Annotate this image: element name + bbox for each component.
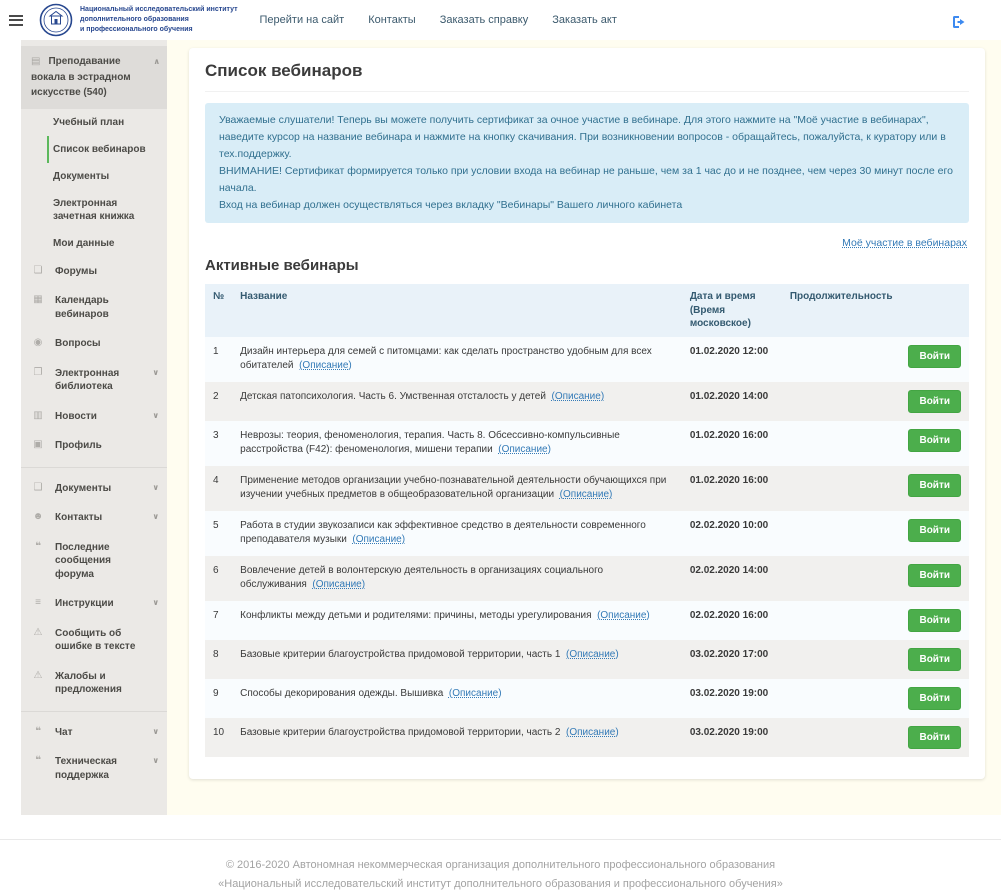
join-button[interactable]: Войти [908, 564, 961, 587]
webinar-datetime: 01.02.2020 16:00 [682, 466, 782, 511]
sidebar-item-label: Профиль [55, 439, 149, 453]
logo-text [80, 5, 238, 35]
course-icon: ▤ [31, 56, 40, 67]
webinar-row [205, 421, 969, 466]
webinar-duration [782, 640, 901, 679]
join-button[interactable]: Войти [908, 519, 961, 542]
sidebar-item-label: Последние сообщения форума [55, 541, 149, 582]
webinar-duration [782, 466, 901, 511]
webinar-actions [900, 511, 969, 556]
webinar-title[interactable]: Конфликты между детьми и родителями: причины, методы урегулирования [240, 610, 591, 621]
chevron-down-icon: ∨ [153, 727, 160, 736]
webinar-title[interactable]: Детская патопсихология. Часть 6. Умственная отсталость у детей [240, 391, 546, 402]
join-button[interactable]: Войти [908, 687, 961, 710]
menu-icon[interactable] [9, 15, 23, 26]
header-nav [260, 14, 617, 26]
webinar-row [205, 382, 969, 421]
sidebar-item-label: Жалобы и предложения [55, 670, 149, 697]
webinar-actions [900, 382, 969, 421]
sidebar-item-label: Чат [55, 726, 149, 740]
description-link[interactable]: (Описание) [566, 727, 619, 738]
sidebar-menu-group [21, 257, 167, 461]
webinar-row [205, 601, 969, 640]
sidebar-menu-group [21, 718, 167, 791]
notice-line: ВНИМАНИЕ! Сертификат формируется только при условии входа на вебинар не раньше, чем за 1 час до и не позднее, чем через 30 минут после его начала. [219, 163, 955, 197]
participation-link-row [207, 233, 967, 251]
sidebar-subitem-label: Электронная зачетная книжка [53, 198, 134, 222]
webinar-row [205, 640, 969, 679]
sidebar-item[interactable] [21, 747, 167, 790]
active-webinars-title: Активные вебинары [205, 257, 969, 274]
page-footer [0, 839, 1001, 894]
chevron-down-icon: ∨ [153, 411, 160, 420]
sidebar-item-label: Инструкции [55, 597, 149, 611]
webinar-duration [782, 718, 901, 757]
header-nav-link[interactable]: Перейти на сайт [260, 14, 345, 26]
complaint-icon: ⚠ [31, 670, 45, 681]
webinar-title-cell [232, 601, 682, 640]
join-button[interactable]: Войти [908, 726, 961, 749]
webinar-duration [782, 421, 901, 466]
sidebar-item[interactable] [21, 329, 167, 359]
webinar-datetime: 02.02.2020 10:00 [682, 511, 782, 556]
webinar-title-cell [232, 466, 682, 511]
sidebar-item[interactable] [21, 474, 167, 504]
course-section-label: Преподавание вокала в эстрадном искусстве (540) [31, 56, 131, 98]
sidebar [21, 40, 167, 815]
webinar-title[interactable]: Базовые критерии благоустройства придомовой территории, часть 1 [240, 649, 560, 660]
news-icon: ▥ [31, 410, 45, 421]
sidebar-course-section[interactable] [21, 46, 167, 109]
chevron-down-icon: ∨ [153, 368, 160, 377]
profile-icon: ▣ [31, 439, 45, 450]
top-header [0, 0, 1001, 40]
column-header-actions [900, 284, 969, 337]
webinar-title[interactable]: Базовые критерии благоустройства придомовой территории, часть 2 [240, 727, 560, 738]
calendar-icon: ▦ [31, 294, 45, 305]
webinar-duration [782, 679, 901, 718]
sidebar-item-label: Вопросы [55, 337, 149, 351]
question-icon: ◉ [31, 337, 45, 348]
my-participation-link[interactable]: Моё участие в вебинарах [842, 237, 967, 249]
sidebar-subitem-label: Список вебинаров [53, 144, 146, 155]
webinar-actions [900, 337, 969, 382]
chevron-down-icon: ∨ [153, 598, 160, 607]
sidebar-subitem[interactable] [21, 190, 167, 230]
sidebar-subitem[interactable] [21, 163, 167, 190]
chat-icon: ❝ [31, 726, 45, 737]
webinar-title-cell [232, 679, 682, 718]
webinars-table-head [205, 284, 969, 337]
contacts-icon: ☻ [31, 511, 45, 522]
webinar-actions [900, 466, 969, 511]
webinar-number: 3 [205, 421, 232, 466]
column-header-num: № [205, 284, 232, 337]
logout-icon[interactable] [952, 15, 967, 29]
sidebar-item[interactable] [21, 402, 167, 432]
sidebar-divider [21, 711, 167, 712]
join-button[interactable]: Войти [908, 390, 961, 413]
webinars-table-body [205, 337, 969, 757]
sidebar-item[interactable] [21, 431, 167, 461]
footer-divider [0, 839, 1001, 840]
sidebar-subitem-label: Мои данные [53, 238, 114, 249]
error-icon: ⚠ [31, 627, 45, 638]
webinar-datetime: 01.02.2020 16:00 [682, 421, 782, 466]
webinar-title-cell [232, 382, 682, 421]
webinar-title[interactable]: Дизайн интерьера для семей с питомцами: как сделать пространство удобным для всех обитателей [240, 346, 652, 372]
main-content [167, 40, 1001, 815]
webinar-number: 7 [205, 601, 232, 640]
chevron-down-icon: ∨ [153, 756, 160, 765]
join-button[interactable]: Войти [908, 345, 961, 368]
sidebar-item-label: Форумы [55, 265, 149, 279]
join-button[interactable]: Войти [908, 474, 961, 497]
sidebar-item-label: Новости [55, 410, 149, 424]
webinar-datetime: 03.02.2020 17:00 [682, 640, 782, 679]
notice-line: Уважаемые слушатели! Теперь вы можете получить сертификат за очное участие в вебинаре. Для этого нажмите на "Моё участие в вебинарах", наведите курсор на название вебинара и нажмите на кнопку скачивания. При возникновении вопросов - обращайтесь, пожалуйста, к куратору или в тех.поддержку. [219, 112, 955, 163]
header-nav-link[interactable]: Заказать справку [440, 14, 529, 26]
webinar-number: 4 [205, 466, 232, 511]
webinar-number: 8 [205, 640, 232, 679]
webinar-title-cell [232, 337, 682, 382]
webinar-actions [900, 421, 969, 466]
sidebar-item[interactable] [21, 503, 167, 533]
sidebar-item[interactable] [21, 589, 167, 619]
webinar-title[interactable]: Неврозы: теория, феноменология, терапия. Часть 8. Обсессивно-компульсивные расстройства (F42): феноменология, мишени терапии [240, 430, 620, 456]
webinar-duration [782, 511, 901, 556]
webinar-duration [782, 556, 901, 601]
webinars-table [205, 284, 969, 757]
header-nav-link[interactable]: Заказать акт [552, 14, 617, 26]
webinar-title-cell [232, 718, 682, 757]
sidebar-subitem[interactable] [47, 136, 167, 163]
footer-copyright: © 2016-2020 Автономная некоммерческая организация дополнительного профессионального образования [0, 856, 1001, 875]
logo-text-line: Национальный исследовательский институт [80, 5, 238, 15]
webinar-title-cell [232, 421, 682, 466]
webinar-number: 10 [205, 718, 232, 757]
instructions-icon: ≡ [31, 597, 45, 608]
column-header-duration: Продолжительность [782, 284, 901, 337]
webinar-datetime: 02.02.2020 16:00 [682, 601, 782, 640]
description-link[interactable]: (Описание) [498, 444, 551, 455]
notice-line: Вход на вебинар должен осуществляться через вкладку "Вебинары" Вашего личного кабинета [219, 197, 955, 214]
course-subitems [21, 109, 167, 257]
sidebar-subitem-label: Учебный план [53, 117, 124, 128]
app-body [0, 40, 1001, 815]
sidebar-item[interactable] [21, 257, 167, 287]
sidebar-item-label: Электронная библиотека [55, 367, 149, 394]
webinar-title-cell [232, 511, 682, 556]
sidebar-item-label: Техническая поддержка [55, 755, 149, 782]
webinar-row [205, 679, 969, 718]
chevron-down-icon: ∨ [153, 512, 160, 521]
webinar-number: 6 [205, 556, 232, 601]
description-link[interactable]: (Описание) [551, 391, 604, 402]
webinar-row [205, 718, 969, 757]
webinar-title[interactable]: Способы декорирования одежды. Вышивка [240, 688, 443, 699]
logo-emblem [39, 3, 73, 37]
webinar-title-cell [232, 556, 682, 601]
logo[interactable] [39, 3, 238, 37]
webinars-card [189, 48, 985, 779]
forum-icon: ❏ [31, 265, 45, 276]
sidebar-item[interactable] [21, 619, 167, 662]
header-nav-link[interactable]: Контакты [368, 14, 416, 26]
description-link[interactable]: (Описание) [597, 610, 650, 621]
webinar-duration [782, 601, 901, 640]
footer-org-name: «Национальный исследовательский институт дополнительного образования и профессионального обучения» [0, 875, 1001, 894]
column-header-datetime: Дата и время (Время московское) [682, 284, 782, 337]
webinar-number: 9 [205, 679, 232, 718]
webinar-number: 2 [205, 382, 232, 421]
join-button[interactable]: Войти [908, 429, 961, 452]
sidebar-divider [21, 467, 167, 468]
webinar-duration [782, 337, 901, 382]
sidebar-item[interactable] [21, 662, 167, 705]
support-icon: ❝ [31, 755, 45, 766]
page-title: Список вебинаров [205, 61, 969, 92]
messages-icon: ❝ [31, 541, 45, 552]
sidebar-item-label: Контакты [55, 511, 149, 525]
sidebar-subitem[interactable] [21, 230, 167, 257]
sidebar-item-label: Документы [55, 482, 149, 496]
webinar-datetime: 03.02.2020 19:00 [682, 718, 782, 757]
sidebar-item-label: Сообщить об ошибке в тексте [55, 627, 149, 654]
webinar-row [205, 337, 969, 382]
webinar-datetime: 01.02.2020 14:00 [682, 382, 782, 421]
webinar-actions [900, 640, 969, 679]
webinar-actions [900, 601, 969, 640]
chevron-up-icon: ∧ [154, 56, 161, 68]
join-button[interactable]: Войти [908, 648, 961, 671]
webinar-title[interactable]: Работа в студии звукозаписи как эффективное средство в деятельности современного преподавателя музыки [240, 520, 646, 546]
description-link[interactable]: (Описание) [566, 649, 619, 660]
sidebar-item[interactable] [21, 533, 167, 590]
webinar-number: 5 [205, 511, 232, 556]
webinar-datetime: 01.02.2020 12:00 [682, 337, 782, 382]
webinar-actions [900, 679, 969, 718]
webinar-datetime: 03.02.2020 19:00 [682, 679, 782, 718]
description-link[interactable]: (Описание) [352, 534, 405, 545]
webinar-datetime: 02.02.2020 14:00 [682, 556, 782, 601]
sidebar-item-label: Календарь вебинаров [55, 294, 149, 321]
webinar-row [205, 556, 969, 601]
logo-text-line: и профессионального обучения [80, 25, 238, 35]
column-header-name: Название [232, 284, 682, 337]
sidebar-menu-group [21, 474, 167, 705]
webinar-title[interactable]: Применение методов организации учебно-познавательной деятельности обучающихся при изучении учебных предметов в общеобразовательной организации [240, 475, 666, 501]
description-link[interactable]: (Описание) [299, 360, 352, 371]
webinar-row [205, 466, 969, 511]
webinar-duration [782, 382, 901, 421]
notice-box [205, 103, 969, 223]
description-link[interactable]: (Описание) [312, 579, 365, 590]
sidebar-item[interactable] [21, 718, 167, 748]
sidebar-subitem[interactable] [21, 109, 167, 136]
sidebar-item[interactable] [21, 286, 167, 329]
chevron-down-icon: ∨ [153, 483, 160, 492]
description-link[interactable]: (Описание) [560, 489, 613, 500]
sidebar-subitem-label: Документы [53, 171, 109, 182]
webinar-row [205, 511, 969, 556]
logo-text-line: дополнительного образования [80, 15, 238, 25]
webinar-actions [900, 556, 969, 601]
sidebar-item[interactable] [21, 359, 167, 402]
webinar-title-cell [232, 640, 682, 679]
documents-icon: ❑ [31, 482, 45, 493]
webinar-number: 1 [205, 337, 232, 382]
description-link[interactable]: (Описание) [449, 688, 502, 699]
webinar-title[interactable]: Вовлечение детей в волонтерскую деятельность в организациях социального обслуживания [240, 565, 603, 591]
webinar-actions [900, 718, 969, 757]
library-icon: ❐ [31, 367, 45, 378]
join-button[interactable]: Войти [908, 609, 961, 632]
